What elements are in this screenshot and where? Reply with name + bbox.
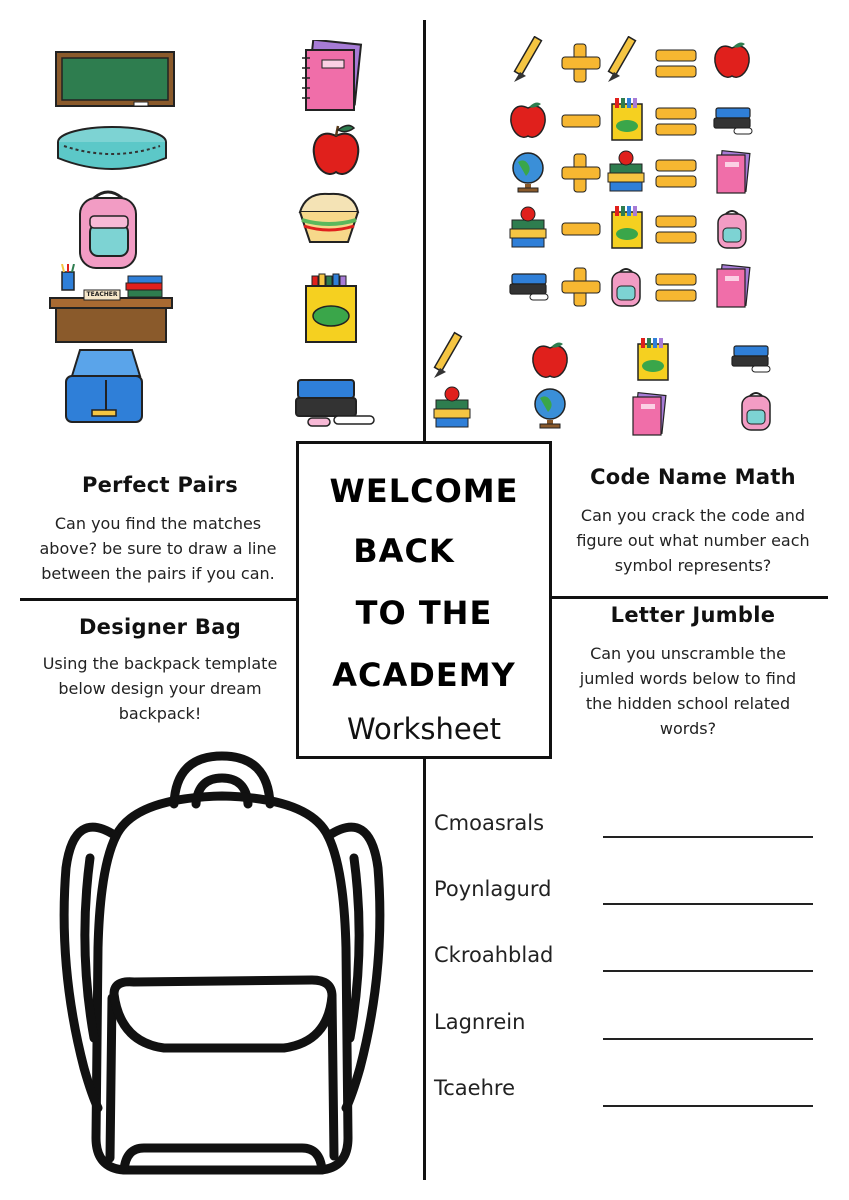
title-subtitle: Worksheet: [347, 712, 501, 746]
books-icon: [294, 376, 376, 432]
backpack-small-icon: [72, 186, 144, 272]
jumble-word-4: Lagnrein: [434, 1010, 526, 1034]
answer-line-4[interactable]: [603, 1038, 813, 1040]
pencil-case-icon: [54, 122, 170, 178]
answer-line-1[interactable]: [603, 836, 813, 838]
title-line-1: WELCOME: [329, 472, 519, 510]
vertical-divider-bottom: [423, 759, 426, 1180]
vertical-divider-top: [423, 20, 426, 441]
horizontal-divider-right: [552, 596, 828, 599]
designer-bag-heading: Designer Bag: [78, 615, 242, 639]
perfect-pairs-heading: Perfect Pairs: [81, 473, 239, 497]
answer-line-5[interactable]: [603, 1105, 813, 1107]
letter-jumble-text: Can you unscramble the jumled words below to find the hidden school related words?: [579, 644, 797, 738]
answer-line-3[interactable]: [603, 970, 813, 972]
title-line-2: BACK: [353, 532, 455, 570]
perfect-pairs-text: Can you find the matches above? be sure to draw a line between the pairs if you can.: [39, 514, 277, 583]
answer-line-2[interactable]: [603, 903, 813, 905]
code-name-math-text: Can you crack the code and figure out what number each symbol represents?: [576, 506, 810, 575]
horizontal-divider-left: [20, 598, 296, 601]
jumble-word-5: Tcaehre: [434, 1076, 515, 1100]
code-name-math-heading: Code Name Math: [590, 465, 796, 489]
jumble-word-1: Cmoasrals: [434, 811, 545, 835]
code-math-grid: [506, 36, 766, 322]
code-math-key: [430, 330, 800, 440]
letter-jumble-heading: Letter Jumble: [610, 603, 776, 627]
notebooks-icon: [300, 40, 364, 112]
title-box: [296, 441, 552, 759]
lunchbox-icon: [62, 346, 146, 428]
backpack-template-icon: [44, 748, 404, 1188]
teacher-desk-icon: [48, 264, 174, 344]
apple-icon: [310, 122, 362, 178]
jumble-word-2: Poynlagurd: [434, 877, 552, 901]
crayon-box-icon: [304, 272, 358, 344]
jumble-word-3: Ckroahblad: [434, 943, 554, 967]
desk-sign-label: TEACHER: [86, 291, 118, 298]
chalkboard-icon: [54, 50, 176, 112]
title-line-3: TO THE: [355, 594, 493, 632]
designer-bag-text: Using the backpack template below design your dream backpack!: [42, 654, 278, 723]
title-line-4: ACADEMY: [332, 656, 516, 694]
sandwich-icon: [296, 190, 362, 252]
